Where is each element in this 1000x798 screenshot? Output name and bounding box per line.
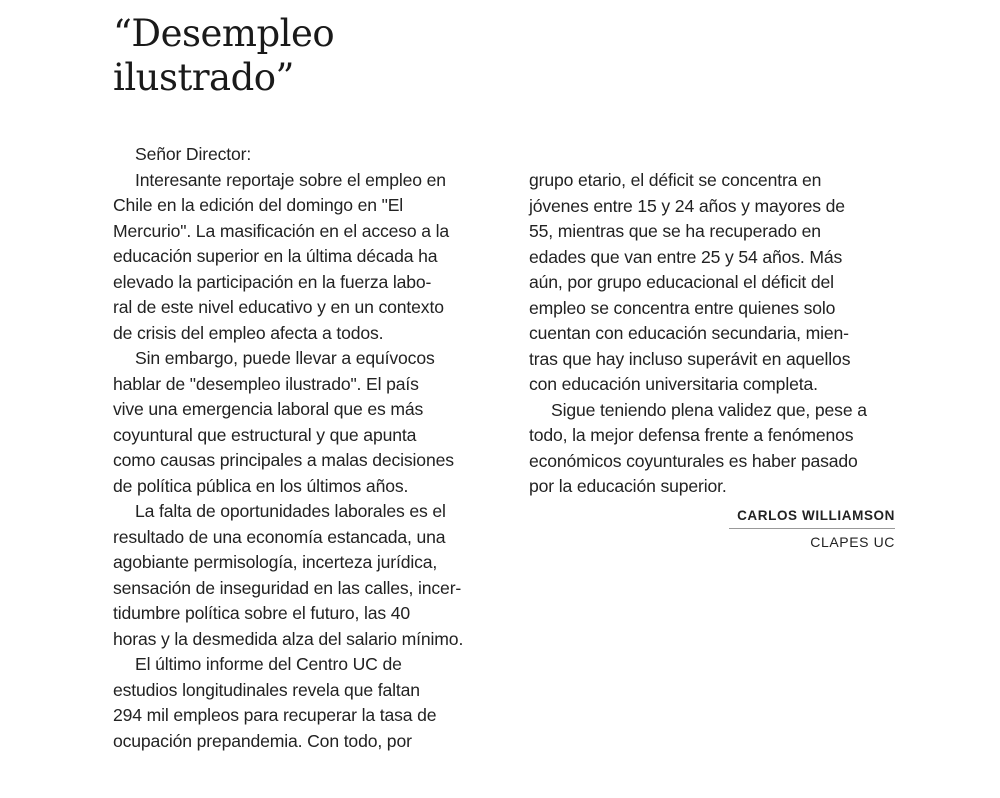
left-column-line: estudios longitudinales revela que faltan (113, 679, 420, 700)
left-column-line: Chile en la edición del domingo en "El (113, 195, 404, 215)
author-name: CARLOS WILLIAMSON (737, 507, 895, 523)
right-column-line: edades que van entre 25 y 54 años. Más (529, 246, 843, 267)
right-column-line: aún, por grupo educacional el déficit del (529, 272, 834, 292)
left-column-line: como causas principales a malas decisiones (113, 450, 454, 470)
right-column-line: tras que hay incluso superávit en aquellos (529, 348, 851, 369)
letter-column-right (529, 168, 901, 551)
right-column-line: Sigue teniendo plena validez que, pese a (551, 399, 867, 420)
right-column-line: 55, mientras que se ha recuperado en (529, 221, 821, 241)
left-column-line: Interesante reportaje sobre el empleo en (135, 169, 446, 190)
left-column-line: elevado la participación en la fuerza labo- (113, 271, 432, 292)
left-column-line: ral de este nivel educativo y en un contexto (113, 297, 444, 317)
right-column-line: cuentan con educación secundaria, mien- (529, 323, 849, 343)
left-column-line: El último informe del Centro UC de (135, 654, 402, 674)
right-column-line: grupo etario, el déficit se concentra en (529, 170, 822, 190)
left-column-line: de crisis del empleo afecta a todos. (113, 322, 384, 343)
right-column-line: todo, la mejor defensa frente a fenómenos (529, 425, 854, 445)
right-column-line: con educación universitaria completa. (529, 374, 818, 394)
author-organization: CLAPES UC (810, 533, 895, 550)
left-column-line: ocupación prepandemia. Con todo, por (113, 730, 412, 751)
headline-line-1: “Desempleo (113, 12, 335, 55)
left-column-line: tidumbre política sobre el futuro, las 40 (113, 603, 411, 623)
left-column-line: Señor Director: (135, 144, 252, 164)
signature-divider (729, 528, 895, 529)
headline-line-2: ilustrado” (113, 56, 294, 99)
signature (529, 506, 895, 551)
left-column-line: vive una emergencia laboral que es más (113, 399, 424, 419)
right-column-line: económicos coyunturales es haber pasado (529, 450, 858, 471)
left-column-line: agobiante permisología, incerteza jurídica, (113, 552, 438, 572)
left-column-line: hablar de "desempleo ilustrado". El país (113, 373, 419, 394)
left-column-line: Sin embargo, puede llevar a equívocos (135, 348, 435, 368)
right-column-line: por la educación superior. (529, 476, 727, 496)
left-column-line: horas y la desmedida alza del salario mínimo. (113, 628, 464, 649)
left-column-line: Mercurio". La masificación en el acceso a la (113, 220, 450, 241)
right-column-line: empleo se concentra entre quienes solo (529, 297, 836, 318)
letter-column-left (113, 142, 485, 754)
headline (113, 12, 533, 100)
left-column-line: de política pública en los últimos años. (113, 475, 409, 496)
right-column-text (529, 168, 901, 500)
left-column-line: sensación de inseguridad en las calles, incer- (113, 577, 462, 598)
left-column-line: educación superior en la última década ha (113, 246, 438, 266)
left-column-line: 294 mil empleos para recuperar la tasa de (113, 705, 437, 725)
left-column-line: La falta de oportunidades laborales es el (135, 501, 446, 521)
left-column-line: coyuntural que estructural y que apunta (113, 424, 417, 445)
left-column-line: resultado de una economía estancada, una (113, 526, 446, 547)
right-column-line: jóvenes entre 15 y 24 años y mayores de (529, 195, 845, 216)
